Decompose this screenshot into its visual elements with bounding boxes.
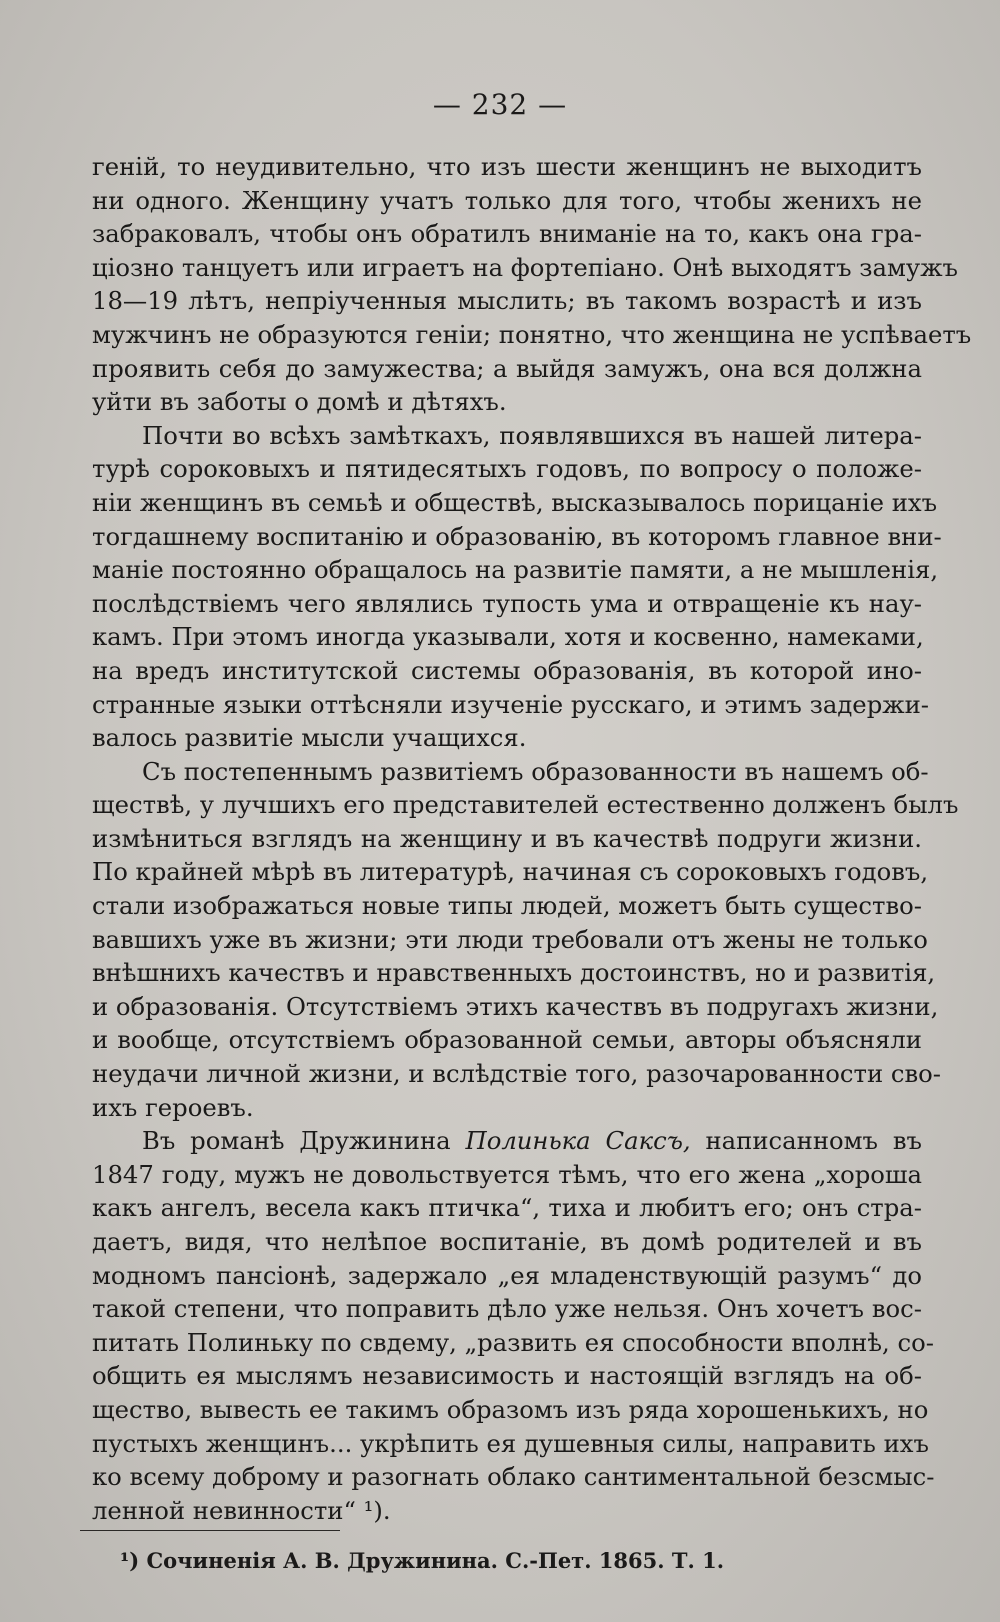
footnote <box>120 1547 820 1575</box>
text-line: 1847 году, мужъ не довольствуется тѣмъ, что его жена „хороша <box>92 1159 922 1189</box>
paragraph <box>92 150 972 419</box>
paragraph <box>92 419 942 755</box>
main-text <box>92 150 972 1527</box>
text-line: ніи женщинъ въ семьѣ и обществѣ, высказывалось порицаніе ихъ <box>92 487 938 517</box>
paragraph <box>92 1124 935 1527</box>
text-line: валось развитіе мысли учащихся. <box>92 723 527 753</box>
footnote-divider <box>80 1530 340 1531</box>
footnote-marker: ¹) <box>120 1548 140 1573</box>
book-title: Полинька Саксъ, <box>465 1126 691 1156</box>
text-line: странные языки оттѣсняли изученіе русскаго, и этимъ задержи- <box>92 689 929 719</box>
text-line: тогдашнему воспитанію и образованію, въ которомъ главное вни- <box>92 521 942 551</box>
text-line: питать Полиньку по свдему, „развить ея способности вполнѣ, со- <box>92 1327 934 1357</box>
text-fragment: Въ романѣ Дружинина <box>142 1126 466 1156</box>
text-line: и вообще, отсутствіемъ образованной семьи, авторы объясняли <box>92 1025 922 1055</box>
text-line: ціозно танцуетъ или играетъ на фортепіано. Онѣ выходятъ замужъ <box>92 252 959 282</box>
text-fragment: написанномъ въ <box>690 1126 922 1156</box>
text-line: мужчинъ не образуются геніи; понятно, что женщина не успѣваетъ <box>92 319 972 349</box>
paragraph <box>92 755 959 1125</box>
text-line: и образованія. Отсутствіемъ этихъ качествъ въ подругахъ жизни, <box>92 991 939 1021</box>
text-line: стали изображаться новые типы людей, можетъ быть существо- <box>92 891 922 921</box>
page-number: — 232 — <box>432 88 568 121</box>
text-line: внѣшнихъ качествъ и нравственныхъ достоинствъ, но и развитія, <box>92 958 936 988</box>
text-line: забраковалъ, чтобы онъ обратилъ вниманіе на то, какъ она гра- <box>92 219 922 249</box>
text-line: какъ ангелъ, весела какъ птичка“, тиха и любитъ его; онъ стра- <box>92 1193 922 1223</box>
text-line: общить ея мыслямъ независимость и настоящій взглядъ на об- <box>92 1361 922 1391</box>
footnote-text: Сочиненія А. В. Дружинина. С.-Пет. 1865. Т. 1. <box>139 1548 725 1573</box>
text-line: щество, вывесть ее такимъ образомъ изъ ряда хорошенькихъ, но <box>92 1394 929 1424</box>
text-line: маніе постоянно обращалось на развитіе памяти, а не мышленія, <box>92 555 939 585</box>
text-line: 18—19 лѣтъ, непріученныя мыслить; въ такомъ возрастѣ и изъ <box>92 286 922 316</box>
text-line: ко всему доброму и разогнать облако сантиментальной безсмыс- <box>92 1462 935 1492</box>
text-line: По крайней мѣрѣ въ литературѣ, начиная съ сороковыхъ годовъ, <box>92 857 929 887</box>
text-line: даетъ, видя, что нелѣпое воспитаніе, въ домѣ родителей и въ <box>92 1227 922 1256</box>
text-line: модномъ пансіонѣ, задержало „ея младенствующій разумъ“ до <box>92 1260 922 1290</box>
text-line: ленной невинности“ ¹). <box>92 1495 391 1525</box>
text-line: такой степени, что поправить дѣло уже нельзя. Онъ хочетъ вос- <box>92 1294 922 1324</box>
text-line: неудачи личной жизни, и вслѣдствіе того, разочарованности сво- <box>92 1059 942 1089</box>
text-line: геній, то неудивительно, что изъ шести женщинъ не выходитъ <box>92 152 922 181</box>
text-line: Почти во всѣхъ замѣткахъ, появлявшихся въ нашей литера- <box>142 420 922 450</box>
text-line: послѣдствіемъ чего являлись тупость ума и отвращеніе къ нау- <box>92 588 922 618</box>
text-line: ни одного. Женщину учатъ только для того, чтобы женихъ не <box>92 185 922 215</box>
text-line: пустыхъ женщинъ... укрѣпить ея душевныя силы, направить ихъ <box>92 1428 929 1458</box>
text-line: на вредъ институтской системы образованія, въ которой ино- <box>92 655 922 685</box>
text-line: ихъ героевъ. <box>92 1092 254 1122</box>
text-line: проявить себя до замужества; а выйдя замужъ, она вся должна <box>92 353 922 383</box>
text-line: камъ. При этомъ иногда указывали, хотя и косвенно, намеками, <box>92 622 924 652</box>
text-line: Съ постепеннымъ развитіемъ образованности въ нашемъ об- <box>142 756 929 786</box>
text-line: уйти въ заботы о домѣ и дѣтяхъ. <box>92 387 507 417</box>
text-line: вавшихъ уже въ жизни; эти люди требовали отъ жены не только <box>92 924 928 954</box>
text-line: турѣ сороковыхъ и пятидесятыхъ годовъ, по вопросу о положе- <box>92 454 922 484</box>
text-line <box>92 1124 922 1158</box>
text-line: ществѣ, у лучшихъ его представителей естественно долженъ былъ <box>92 790 959 820</box>
text-line: измѣниться взглядъ на женщину и въ качествѣ подруги жизни. <box>92 823 922 853</box>
